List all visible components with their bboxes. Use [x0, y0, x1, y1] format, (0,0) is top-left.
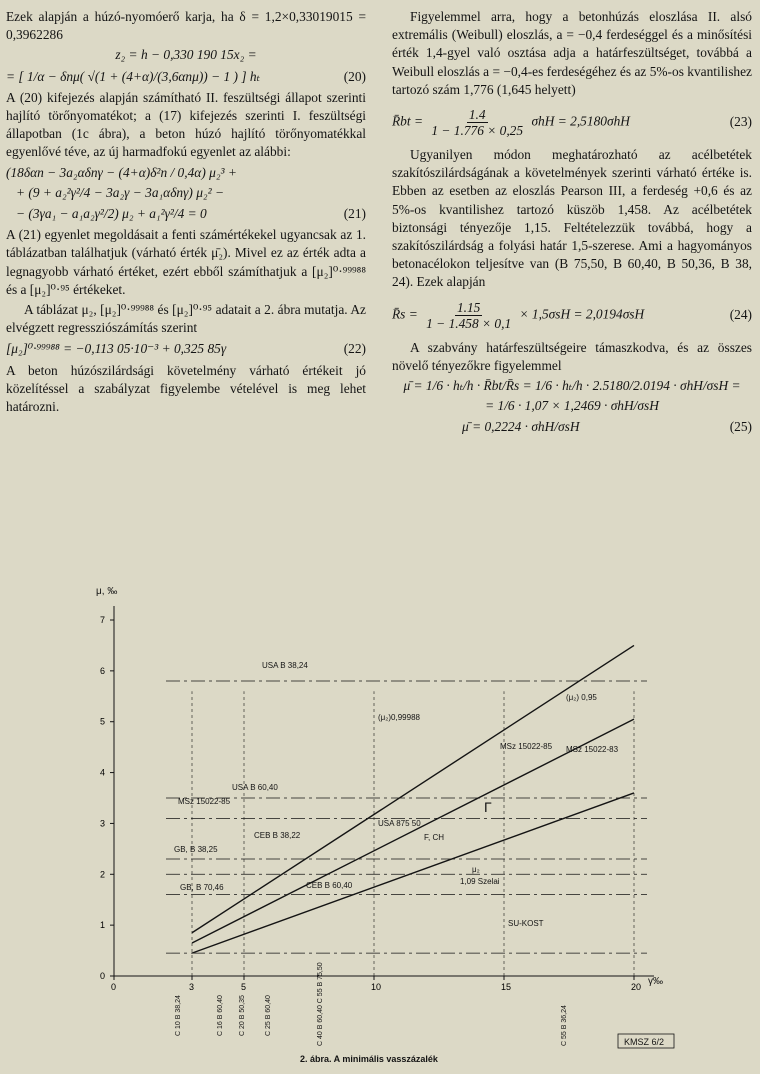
x-tick-label: 15 [501, 982, 512, 992]
equation-21-line2: + (9 + a₂²γ²/4 − 3a₂γ − 3a₁αδnγ) μ₂² − [16, 184, 224, 200]
x-tick-label: 3 [189, 982, 195, 992]
y-tick-label: 1 [100, 920, 106, 931]
label-usa-875-50: USA 875 50 [378, 819, 421, 828]
label-mu2: μ₂ [472, 865, 480, 874]
equation-24 [392, 300, 752, 331]
equation-rhs: × 1,5σsH = 2,0194σsH [519, 306, 645, 322]
y-tick-label: 6 [100, 665, 106, 676]
equation-z2: z₂ = h − 0,330 190 15x₂ = [115, 47, 257, 63]
label-ceb-38-22: CEB B 38,22 [254, 831, 301, 840]
label-msz-15022-85: MSz 15022-85 [178, 797, 231, 806]
right-column [392, 8, 752, 440]
ylabel: μ, ‰ [96, 586, 118, 597]
equation-25-line1: μ̄ = 1/6 · hₜ/h · R̄bt/R̄s = 1/6 · hₜ/h · 2.5180/2.0194 · σhH/σsH = [403, 378, 741, 394]
label-usa-38-24: USA B 38,24 [262, 661, 308, 670]
x-tick-label: 5 [241, 982, 247, 992]
y-tick-label: 4 [100, 767, 106, 778]
equation-body: − (3γa₁ − a₁a₂γ²/2) μ₂ + a₁²γ²/4 = 0 [16, 206, 207, 222]
label-usa-60-40: USA B 60,40 [232, 783, 278, 792]
paragraph: A szabvány határfeszültségeire támaszkodva, és az összes növelő tényezőkre figyelemmel [392, 339, 752, 373]
equation-number: (21) [343, 206, 366, 222]
equation-20 [6, 68, 366, 86]
y-tick-label: 5 [100, 716, 106, 727]
fraction [429, 107, 525, 138]
label-msz-15022-83: MSz 15022-83 [566, 745, 619, 754]
x-tick-label: 20 [631, 982, 642, 992]
y-tick-label: 0 [100, 971, 106, 981]
label-mu2-99988: (μ₂)0,99988 [378, 713, 420, 722]
paragraph: A táblázat μ₂, [μ₂]⁰·⁹⁹⁹⁸⁸ és [μ₂]⁰·⁹⁵ adatait a 2. ábra mutatja. Az elvégzett regressziószámítás szerint [6, 302, 366, 336]
equation-25-line3 [392, 418, 752, 436]
denominator: 1 − 1.776 × 0,25 [431, 123, 524, 139]
xbottom-label: C 40 B 60,40 C 55 B 75,50 [317, 962, 324, 1046]
figure-minimal-reinforcement-chart [0, 572, 760, 1074]
series-lines [192, 645, 634, 953]
label-gb-70-46: GB, B 70,46 [180, 883, 224, 892]
y-tick-label: 7 [100, 615, 106, 625]
equation-number: (22) [343, 341, 366, 357]
equation-number: (25) [729, 419, 752, 435]
xbottom-label: C 10 B 38,24 [175, 995, 182, 1036]
figure-caption: 2. ábra. A minimális vasszázalék [300, 1054, 438, 1064]
label-gamma: Γ [484, 799, 492, 815]
numerator: 1.4 [468, 107, 486, 123]
equation-number: (23) [729, 114, 752, 130]
equation-number: (24) [729, 307, 752, 323]
equation-21-line1: (18δαn − 3a₂αδnγ − (4+α)δ²n / 0,4α) μ₂³ + [6, 164, 237, 180]
equation-23 [392, 107, 752, 138]
y-tick-label: 2 [100, 869, 106, 880]
equation-lhs: R̄s = [392, 306, 418, 322]
label-ceb-60-40: CEB B 60,40 [306, 881, 353, 890]
equation-22 [6, 340, 366, 358]
stamp-text: KMSZ 6/2 [624, 1037, 665, 1047]
label-szelai: 1,09 Szelai [460, 877, 500, 886]
x-tick-label: 10 [371, 982, 382, 992]
y-tick-label: 3 [100, 818, 106, 829]
annotations [96, 586, 674, 1064]
xbottom-label: C 55 B 36,24 [561, 1005, 568, 1046]
label-msz-15022-85b: MSz 15022-85 [500, 742, 553, 751]
equation-25-line2: = 1/6 · 1,07 × 1,2469 · σhH/σsH [485, 398, 659, 414]
numerator: 1.15 [456, 299, 481, 315]
label-su-kost: SU-KOST [508, 919, 544, 928]
equation-lhs: R̄bt = [392, 113, 423, 129]
label-gb-38-25: GB, B 38,25 [174, 845, 218, 854]
paragraph: A (20) kifejezés alapján számítható II. feszültségi állapot szerinti hajlító törőnyomatékot; a (17) kifejezés szerinti I. feszültségi állapotban (1c ábra), a beton húzó hajlító törőnyomatékkal egyenlővé téve, az új harmadfokú egyenlet az alábbi: [6, 89, 366, 160]
left-column [6, 8, 366, 418]
equation-body: = [ 1/α − δnμ( √(1 + (4+α)/(3,6αnμ)) − 1 ) ] hₜ [6, 68, 260, 84]
equation-body: μ̄ = 0,2224 · σhH/σsH [462, 419, 580, 435]
equation-number: (20) [343, 68, 366, 84]
paragraph: Ugyanilyen módon meghatározható az acélbetétek szakítószilárdságának a követelmények szerinti várható értéke is. Ebben az esetben az eloszlás Pearson III, a ferdeség +0,6 és az 5%-os kvantilishez tartozó küszöb 1,458. Az acélbetétek biztonsági tényezője 1,15. Feltételezzük továbbá, hogy a szakítószilárdság a folyási határ 1,5-szerese. Ami a hagyományos betonacélokon teljesítve van (B 75,50, B 60,40, B 50,36, B 38, 24). Ezek alapján [392, 147, 752, 290]
paragraph: Ezek alapján a húzó-nyomóerő karja, ha δ = 1,2×0,33019015 = 0,3962286 [6, 9, 366, 43]
equation-body: [μ₂]⁰·⁹⁹⁹⁸⁸ = −0,113 05·10⁻³ + 0,325 85γ [6, 341, 227, 357]
x-tick-label: 0 [111, 982, 117, 992]
paragraph: A beton húzószilárdsági követelmény várható értékeit jó közelítéssel a szabályzat figyelembe vételével is meg lehet határozni. [6, 362, 366, 415]
paragraph: Figyelemmel arra, hogy a betonhúzás eloszlása II. alsó extremális (Weibull) eloszlás, a = −0,4 ferdeséggel és a minősítési érték 1,4-gyel való osztása adja a határfeszültséget, továbbá a Weibull eloszlás a = −0,4-es ferdeségéhez és az 5%-os kvantilishez tartozó szám 1,776 (1,645 helyett) [392, 9, 752, 97]
xlabel: γ‰ [648, 976, 663, 987]
denominator: 1 − 1.458 × 0,1 [426, 315, 512, 331]
equation-21-line3 [6, 205, 366, 223]
fraction [424, 300, 513, 331]
x-bottom-labels [175, 962, 568, 1046]
paragraph: A (21) egyenlet megoldásait a fenti számértékekel ugyancsak az 1. táblázatban találhatjuk (várható érték μ̄₂). Mivel ez az érték adta a legnagyobb várható értéket, ezért ebből számíthatjuk a [μ₂]⁰·⁹⁹⁹⁸⁸ és a [μ₂]⁰·⁹⁵ értékeket. [6, 227, 366, 297]
xbottom-label: C 16 B 60,40 [217, 995, 224, 1036]
label-f-ch: F, CH [424, 833, 444, 842]
label-mu2-95: (μ₂) 0,95 [566, 693, 597, 702]
xbottom-label: C 20 B 50,35 [239, 995, 246, 1036]
xbottom-label: C 25 B 60,40 [265, 995, 272, 1036]
series-line [192, 793, 634, 953]
equation-rhs: σhH = 2,5180σhH [531, 113, 630, 129]
